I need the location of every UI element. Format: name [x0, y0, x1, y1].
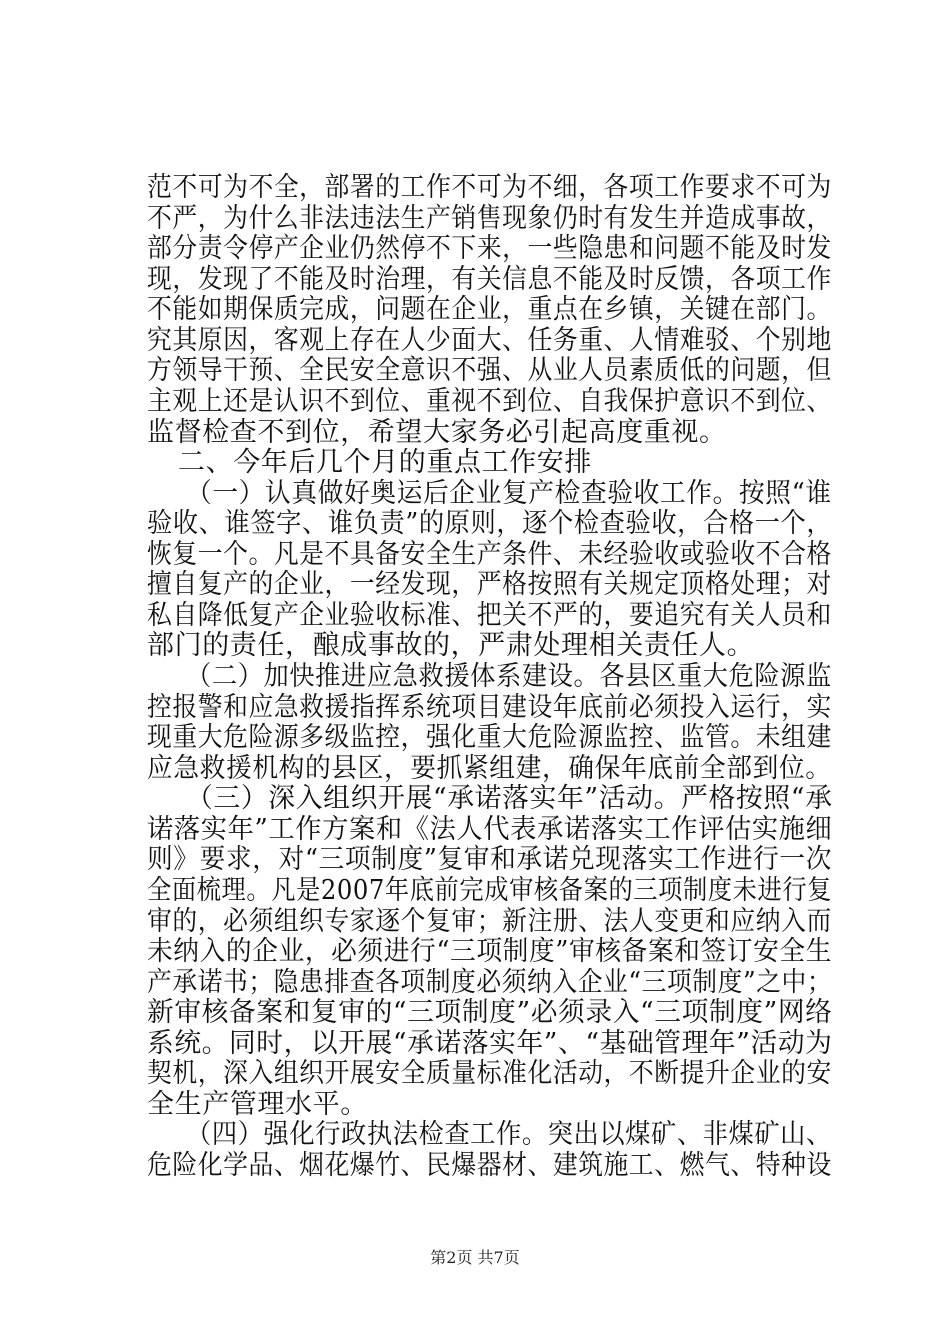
body-line: 审的，必须组织专家逐个复审；新注册、法人变更和应纳入而	[147, 906, 832, 937]
body-line: 部门的责任，酿成事故的，严肃处理相关责任人。	[147, 630, 755, 661]
paragraph-first-line: （一）认真做好奥运后企业复产检查验收工作。按照“谁	[186, 478, 832, 509]
body-line: 产承诺书；隐患排查各项制度必须纳入企业“三项制度”之中；	[147, 967, 833, 998]
body-line: 新审核备案和复审的“三项制度”必须录入“三项制度”网络	[147, 997, 833, 1028]
paragraph-first-line: （三）深入组织开展“承诺落实年”活动。严格按照“承	[186, 783, 833, 814]
body-line: 系统。同时，以开展“承诺落实年”、“基础管理年”活动为	[147, 1028, 833, 1059]
body-line: 不能如期保质完成，问题在企业，重点在乡镇，关键在部门。	[147, 294, 832, 325]
paragraph-first-line: （四）强化行政执法检查工作。突出以煤矿、非煤矿山、	[186, 1119, 832, 1150]
paragraph-first-line: （二）加快推进应急救援体系建设。各县区重大危险源监	[186, 661, 832, 692]
body-line: 范不可为不全，部署的工作不可为不细，各项工作要求不可为	[147, 172, 832, 203]
body-line: 全面梳理。凡是2007年底前完成审核备案的三项制度未进行复	[147, 875, 833, 906]
body-line: 契机，深入组织开展安全质量标准化活动，不断提升企业的安	[147, 1058, 832, 1089]
body-line: 方领导干预、全民安全意识不强、从业人员素质低的问题，但	[147, 355, 832, 386]
body-line: 危险化学品、烟花爆竹、民爆器材、建筑施工、燃气、特种设	[147, 1150, 832, 1181]
body-line: 全生产管理水平。	[147, 1089, 368, 1120]
body-line: 恢复一个。凡是不具备安全生产条件、未经验收或验收不合格	[147, 539, 832, 570]
body-line: 现重大危险源多级监控，强化重大危险源监控、监管。未组建	[147, 722, 832, 753]
body-line: 未纳入的企业，必须进行“三项制度”审核备案和签订安全生	[147, 936, 833, 967]
body-line: 不严，为什么非法违法生产销售现象仍时有发生并造成事故，	[147, 203, 832, 234]
body-line: 监督检查不到位，希望大家务必引起高度重视。	[147, 417, 727, 448]
body-line: 主观上还是认识不到位、重视不到位、自我保护意识不到位、	[147, 386, 832, 417]
section-heading: 二、今年后几个月的重点工作安排	[178, 447, 592, 478]
page-footer: 第2页 共7页	[430, 1248, 520, 1267]
body-line: 控报警和应急救援指挥系统项目建设年底前必须投入运行，实	[147, 692, 832, 723]
body-line: 私自降低复产企业验收标准、把关不严的，要追究有关人员和	[147, 600, 832, 631]
body-line: 究其原因，客观上存在人少面大、任务重、人情难驳、个别地	[147, 325, 832, 356]
body-line: 擅自复产的企业，一经发现，严格按照有关规定顶格处理；对	[147, 569, 832, 600]
body-line: 验收、谁签字、谁负责”的原则，逐个检查验收，合格一个，	[147, 508, 833, 539]
body-line: 诺落实年”工作方案和《法人代表承诺落实工作评估实施细	[147, 814, 833, 845]
body-line: 现，发现了不能及时治理，有关信息不能及时反馈，各项工作	[147, 264, 832, 295]
body-line: 应急救援机构的县区，要抓紧组建，确保年底前全部到位。	[147, 753, 832, 784]
body-line: 则》要求，对“三项制度”复审和承诺兑现落实工作进行一次	[147, 844, 833, 875]
body-line: 部分责令停产企业仍然停不下来，一些隐患和问题不能及时发	[147, 233, 832, 264]
